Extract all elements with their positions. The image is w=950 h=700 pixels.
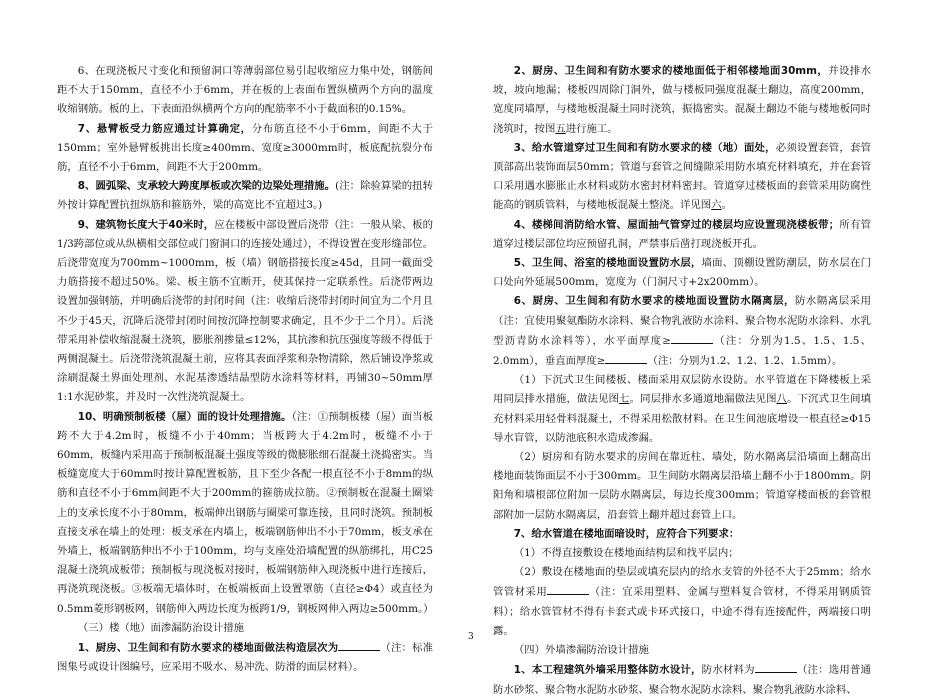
figure-ref: 六 <box>711 199 722 212</box>
blank-underline <box>671 331 713 344</box>
para-heading: 1、本工程建筑外墙采用整体防水设计， <box>513 664 702 677</box>
blank-underline <box>755 660 797 673</box>
left-para-9 <box>57 216 433 408</box>
para-text: 防水隔离层采用（注：宜使用聚氨酯防水涂料、聚合物乳液防水涂料、聚合物水泥防水涂料、水乳型沥青防水涂料等），水平面厚度≥ <box>493 295 871 347</box>
para-heading: 4、楼梯间消防给水管、屋面抽气管穿过的楼层均应设置现浇楼板带； <box>513 218 840 231</box>
left-para-8 <box>57 177 433 215</box>
right-para-7-2 <box>493 563 871 641</box>
para-text: 并设排水坡，坡向地漏；楼板四周除门洞外，做与楼板同强度混凝土翻边，高度200mm，宽度同墙厚，与楼地板混凝土同时浇筑，振捣密实。混凝土翻边不能与楼地板同时浇筑时，按图 <box>493 65 872 135</box>
para-heading: 3、给水管道穿过卫生间和有防水要求的楼（地）面处， <box>513 141 776 154</box>
para-text: 分布筋直径不小于6mm，间距不大于150mm；室外悬臂板挑出长度≥400mm、宽度≥3000mm时，板底配抗裂分布筋，直径不小于6mm，间距不大于200mm。 <box>57 122 433 174</box>
para-text: （注：①预制板楼（屋）面当板跨不大于4.2m时，板缝不小于40mm；当板跨大于4.2m时，板缝不小于60mm，板缝内采用高于预制板混凝土强度等级的微膨胀细石混凝土浇捣密实。当板缝宽度大于60mm时按计算配置板筋，且下至少各配一根直径不小于8mm的纵筋和直径不小于6mm间距不大于200mm的箍筋成拉筋。②预制板在混凝土圈梁上的支承长度不小于80mm，板端伸出钢筋与圈梁可靠连接，且同时浇筑。预制板直接支承在墙上的处理：板支承在内墙上，板端钢筋伸出不小于70mm，板支承在外墙上，板端钢筋伸出不小于100mm，均与支座处沿墙配置的纵筋绑扎，用C25混凝土浇筑成板带；预制板与现浇板对接时，板端钢筋伸入现浇板中进行连接后，再浇筑现浇板。③板端无墙体时，在板端板面上设置罩筋（直径≥Φ4）或直径为0.5mm菱形钢板网，钢筋伸入两边长度为板跨1/9，钢板网伸入两边≥500mm。） <box>57 410 434 615</box>
right-section4-para-1 <box>493 660 871 699</box>
para-heading: 8、圆弧梁、支承较大跨度厚板或次梁的边梁处理措施。 <box>77 180 336 193</box>
right-para-6 <box>493 292 871 371</box>
para-heading: 10、明确预制板楼（屋）面的设计处理措施。 <box>77 410 292 423</box>
right-para-2 <box>493 62 871 139</box>
left-para-6 <box>57 62 433 120</box>
para-text: （2）敷设在楼地面的垫层或填充层内的给水支管的外径不大于25mm；给水管管材采用 <box>493 566 871 599</box>
figure-ref: 八 <box>776 393 788 406</box>
para-text: (注：除验算梁的扭转外按计算配置抗扭纵筋和箍筋外，梁的高宽比不宜超过3。) <box>57 180 433 212</box>
para-text: 必须设置套管，套管顶部高出装饰面层50mm；管道与套管之间缝隙采用防水填充材料填充，并在套管口采用遇水膨胀止水材料或防水密封材料密封。管道穿过楼板面的套管采用防腐性能高的钢质管料，与楼地板混凝土整浇。详见图 <box>493 141 871 212</box>
para-heading: 5、卫生间、浴室的楼地面设置防水层， <box>513 257 702 270</box>
para-text: 应在楼板中部设置后浇带（注：一般从梁、板的1/3跨部位或从纵横相交部位或门窗洞口的连接处通过），不得设置在变形缝部位。后浇带宽度为700mm~1000mm，板（墙）钢筋搭接长度≥45d，且同一截面受力筋搭接不超过50%。梁、板主筋不宜断开，使其保持一定联系性。后浇带两边设置加强钢筋，并明确后浇带的封闭时间（注：收缩后浇带封闭时间宜为二个月且不少于45天，沉降后浇带封闭时间按沉降控制要求确定，且不少于二个月）。后浇带采用补偿收缩混凝土浇筑，膨胀剂掺量≤12%，其抗渗和抗压强度等级不得低于两侧混凝土。后浇带浇筑混凝土前，应将其表面浮浆和杂物清除，然后铺设净浆或涂刷混凝土界面处理剂、水泥基渗透结晶型防水涂料等材料，再铺30~50mm厚1:1水泥砂浆，并及时一次性浇筑混凝土。 <box>57 218 433 404</box>
figure-ref: 七 <box>619 393 630 406</box>
para-heading: 9、建筑物长度大于40米时， <box>77 218 215 231</box>
para-text: 。同层排水多通道地漏做法见图 <box>629 393 777 406</box>
para-heading: 1、厨房、卫生间和有防水要求的楼地面做法构造层次为 <box>77 642 339 655</box>
para-text: 防水材料为 <box>701 664 755 677</box>
para-text: （注：选用普通防水砂浆、聚合物水泥防水砂浆、聚合物水泥防水涂料、聚合物乳液防水涂料、 <box>493 664 872 696</box>
para-text: 所有管道穿过楼层部位均应预留孔洞，严禁事后凿打现浇板开孔。 <box>493 218 872 250</box>
left-column <box>57 62 433 678</box>
para-text: （1）下沉式卫生间楼板、楼面采用双层防水设防。水平管道在下降楼板上采用同层排水措施，做法见图 <box>493 374 871 406</box>
para-text: 。下沉式卫生间填充材料采用轻骨料混凝土，不得采用松散材料。在卫生间池底增设一根直径≥Φ15导水盲管，以防池底积水造成渗漏。 <box>493 393 872 444</box>
para-text: （注：标准图集号或设计图编号，应采用不吸水、易冲洗、防滑的面层材料）。 <box>57 642 434 674</box>
right-para-4 <box>493 216 871 254</box>
para-text: （注：分别为1.2、1.2、1.2、1.5mm）。 <box>647 355 843 368</box>
section-heading-3: （三）楼（地）面渗漏防治设计措施 <box>77 621 245 634</box>
left-para-10 <box>57 408 433 619</box>
blank-underline <box>338 638 380 651</box>
section-heading-4: （四）外墙渗漏防治设计措施 <box>513 644 649 657</box>
right-column <box>493 62 871 700</box>
para-heading: 6、厨房、卫生间和有防水要求的楼地面设置防水隔离层， <box>513 295 795 308</box>
right-para-7 <box>493 525 871 544</box>
para-text: （注：宜采用塑料、金属与塑料复合管材，不得采用钢质管料）；给水管管材不得有卡套式或卡环式接口，中途不得有连接配件，两端接口明露。 <box>493 586 872 637</box>
para-text: 墙面、顶棚设置防潮层，防水层在门口处向外延展500mm，宽度为（门洞尺寸+2x200mm）。 <box>493 257 871 289</box>
para-heading: 2、厨房、卫生间和有防水要求的楼地面低于相邻楼地面30mm， <box>513 65 829 77</box>
right-para-6-2 <box>493 448 871 525</box>
blank-underline <box>605 351 647 364</box>
para-text: 。 <box>721 199 732 212</box>
figure-ref: 五 <box>555 122 566 135</box>
right-para-5 <box>493 254 871 292</box>
blank-underline <box>547 582 589 595</box>
left-para-7 <box>57 120 433 178</box>
page-number: 3 <box>468 632 474 642</box>
right-para-3 <box>493 139 871 216</box>
right-para-6-1 <box>493 371 871 448</box>
para-text: （注：分别为1.5、1.5、1.5、2.0mm），垂直面厚度≥ <box>493 334 871 368</box>
para-text: （1）不得直接敷设在楼地面结构层和找平层内； <box>513 547 739 560</box>
para-text: 6、在现浇板尺寸变化和预留洞口等薄弱部位易引起收缩应力集中处，钢筋间距不大于150mm，直径不小于6mm，并在板的上表面布置纵横两个方向的温度收缩钢筋。板的上、下表面沿纵横两个方向的配筋率不小于截面积的0.15%。 <box>57 65 433 116</box>
para-text: （2）厨房和有防水要求的房间在靠近柱、墙处，防水隔离层沿墙面上翻高出楼地面装饰面层不小于300mm。卫生间防水隔离层沿墙上翻不小于1800mm。阴阳角和墙根部位附加一层防水隔离层，每边长度300mm；管道穿楼面板的套管根部附加一层防水隔离层，沿套管上翻并超过套管上口。 <box>493 451 871 521</box>
para-text: 进行施工。 <box>565 122 618 135</box>
para-heading: 7、给水管道在楼地面暗设时，应符合下列要求： <box>513 527 740 540</box>
para-heading: 7、悬臂板受力筋应通过计算确定， <box>77 122 252 135</box>
right-para-7-1 <box>493 544 871 563</box>
